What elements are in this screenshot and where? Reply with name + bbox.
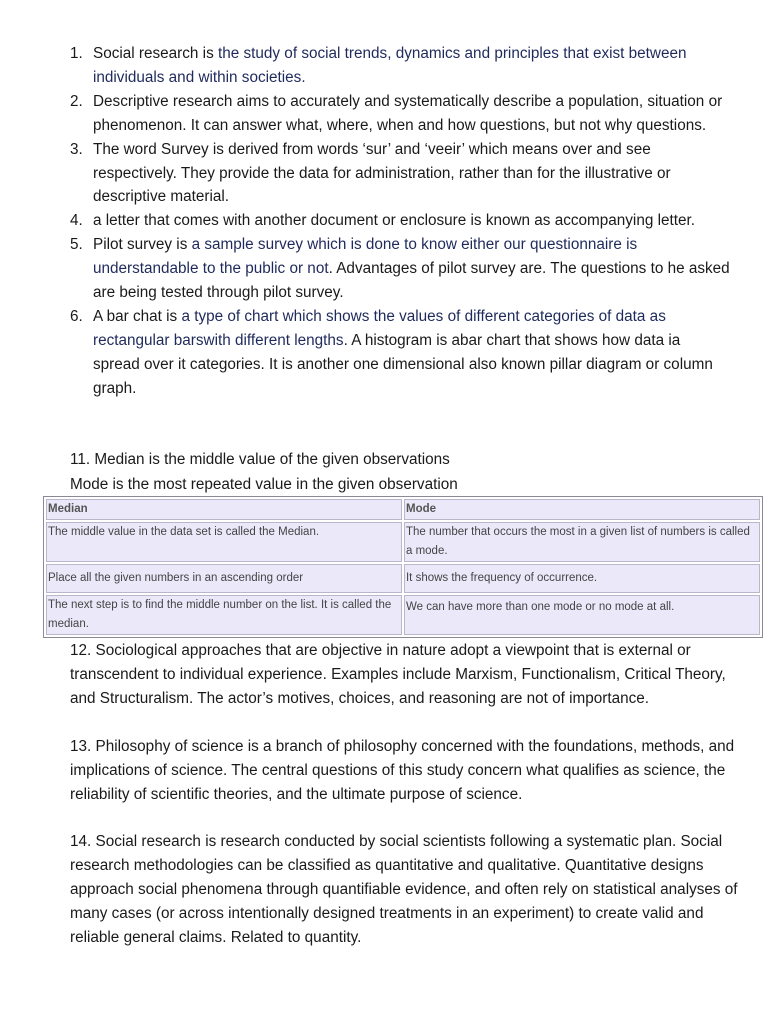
numbered-answer-list <box>70 42 730 401</box>
table-header-row <box>46 499 760 520</box>
item-text: Social research is <box>93 45 218 62</box>
table-row <box>46 595 760 635</box>
paragraph-13: 13. Philosophy of science is a branch of philosophy concerned with the foundations, methods, and implications of science. The central questions of this study concern what qualifies as science, the reliability of scientific theories, and the ultimate purpose of science. <box>70 738 735 803</box>
item-text: Descriptive research aims to accurately and systematically describe a population, situation or phenomenon. It can answer what, where, when and how questions, but not why questions. <box>93 92 723 134</box>
median-cell: Place all the given numbers in an ascending order <box>46 564 402 593</box>
table-row <box>46 564 760 593</box>
list-item <box>70 233 730 305</box>
list-item <box>70 138 730 210</box>
item-highlight-text: a sample survey which is done to know either our questionnaire is understandable to the public or not <box>93 236 638 278</box>
column-header-median: Median <box>46 499 402 520</box>
list-item <box>70 90 730 138</box>
median-mode-table <box>43 496 763 638</box>
item-number: 2. <box>70 92 83 110</box>
item-number: 4. <box>70 212 83 230</box>
item-text-continued: . A histogram is abar chart that shows how data ia spread over it categories. It is another one dimensional also known pillar diagram or column graph. <box>93 331 713 397</box>
list-item <box>70 209 730 233</box>
median-cell: The next step is to find the middle number on the list. It is called the median. <box>46 595 402 635</box>
mode-cell: The number that occurs the most in a given list of numbers is called a mode. <box>404 522 760 562</box>
item-text-continued: . Advantages of pilot survey are. The questions to he asked are being tested through pilot survey. <box>93 260 730 302</box>
list-item <box>70 305 730 401</box>
mode-cell: We can have more than one mode or no mode at all. <box>404 595 760 635</box>
item-number: 1. <box>70 45 83 62</box>
paragraph-14: 14. Social research is research conducted by social scientists following a systematic plan. Social research methodologies can be classified as quantitative and qualitative. Quantitative designs approach social phenomena through quantifiable evidence, and often rely on statistical analyses of many cases (or across intentionally designed treatments in an experiment) to create valid and reliable general claims. Related to quantity. <box>70 833 738 946</box>
item-highlight-text: the study of social trends, dynamics and principles that exist between individuals and within societies. <box>93 45 687 86</box>
item-number: 3. <box>70 140 83 158</box>
median-cell: The middle value in the data set is called the Median. <box>46 522 402 562</box>
list-item <box>70 42 730 90</box>
item-text: Pilot survey is <box>93 236 192 254</box>
item-number: 6. <box>70 307 83 325</box>
item-highlight-text: a type of chart which shows the values of different categories of data as rectangular barswith different lengths <box>93 307 666 349</box>
paragraph-12: 12. Sociological approaches that are objective in nature adopt a viewpoint that is external or transcendent to individual experience. Examples include Marxism, Functionalism, Critical Theory, and Structuralism. The actor’s motives, choices, and reasoning are not of importance. <box>70 642 726 707</box>
mode-cell: It shows the frequency of occurrence. <box>404 564 760 593</box>
median-definition: 11. Median is the middle value of the given observations <box>70 451 450 468</box>
mode-definition: Mode is the most repeated value in the given observation <box>70 476 458 493</box>
item-text: a letter that comes with another document or enclosure is known as accompanying letter. <box>93 212 695 230</box>
column-header-mode: Mode <box>404 499 760 520</box>
item-text: A bar chat is <box>93 307 182 325</box>
item-text: The word Survey is derived from words ‘sur’ and ‘veeir’ which means over and see respectively. They provide the data for administration, rather than for the illustrative or descriptive material. <box>93 140 671 206</box>
table-row <box>46 522 760 562</box>
item-number: 5. <box>70 236 83 254</box>
